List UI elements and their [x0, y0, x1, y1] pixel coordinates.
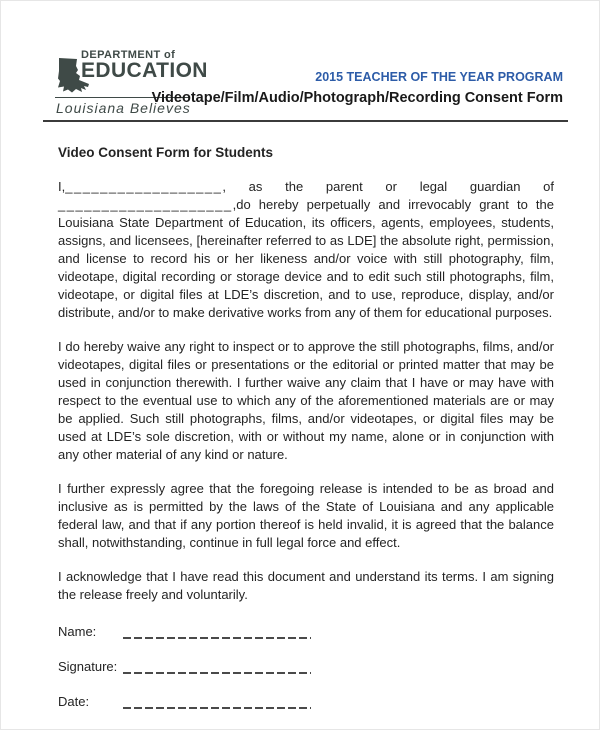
p1-rest: ,do hereby perpetually and irrevocably grant to the Louisiana State Department of Education, its officers, agents, employees, students, assigns, and licensees, [hereinafter referred to as LDE] the absolute right, permission, and license to record his or her likeness and/or voice with still photography, film, videotape, digital recording or storage device and to edit such still photographs, film, videotape, or digital files at LDE’s discretion, and to use, reproduce, display, and/or distribute, and/or to make derivative works from any of them for educational purposes. — [58, 197, 554, 320]
logo-department-line: DEPARTMENT of — [81, 49, 176, 61]
p1-mid: , as the parent or legal guardian of — [222, 179, 554, 194]
signature-field-row — [58, 659, 554, 674]
date-field-row — [58, 694, 554, 709]
name-line[interactable] — [123, 626, 311, 639]
date-label: Date: — [58, 694, 90, 709]
program-title: 2015 TEACHER OF THE YEAR PROGRAM — [315, 70, 563, 84]
logo-education-line: EDUCATION — [81, 59, 208, 82]
document-header — [152, 70, 563, 106]
date-line[interactable] — [123, 696, 311, 709]
signature-line[interactable] — [123, 661, 311, 674]
header-rule — [43, 120, 568, 122]
signature-fields — [58, 624, 554, 709]
name-field-row — [58, 624, 554, 639]
paragraph-acknowledgement: I acknowledge that I have read this document and understand its terms. I am signing the release freely and voluntarily. — [58, 569, 554, 602]
louisiana-state-icon — [56, 57, 90, 95]
p1-prefix: I, — [58, 179, 66, 194]
name-label: Name: — [58, 624, 97, 639]
document-body — [58, 144, 554, 729]
paragraph-waiver: I do hereby waive any right to inspect or to approve the still photographs, films, and/or videotapes, digital files or presentations or the editorial or printed matter that may be used in conjunction therewith. I further waive any claim that I have or may have with respect to the eventual use to which any of the aforementioned materials are or may be applied. Such still photographs, films, and/or videotapes, or digital files may be used at LDE’s sole discretion, with or without my name, alone or in conjunction with any other material of any kind or nature. — [58, 339, 554, 462]
parent-name-blank[interactable]: __________________ — [65, 179, 223, 194]
form-title: Videotape/Film/Audio/Photograph/Recording Consent Form — [151, 90, 563, 106]
paragraph-grant — [58, 178, 554, 322]
signature-label: Signature: — [58, 659, 118, 674]
paragraph-release-scope: I further expressly agree that the foregoing release is intended to be as broad and inclusive as is permitted by the laws of the State of Louisiana and any applicable federal law, and that if any portion thereof is held invalid, it is agreed that the balance shall, notwithstanding, continue in full legal force and effect. — [58, 481, 554, 550]
student-name-blank[interactable]: ____________________ — [58, 197, 233, 212]
logo-tagline: Louisiana Believes — [56, 100, 191, 116]
section-heading: Video Consent Form for Students — [58, 145, 274, 160]
